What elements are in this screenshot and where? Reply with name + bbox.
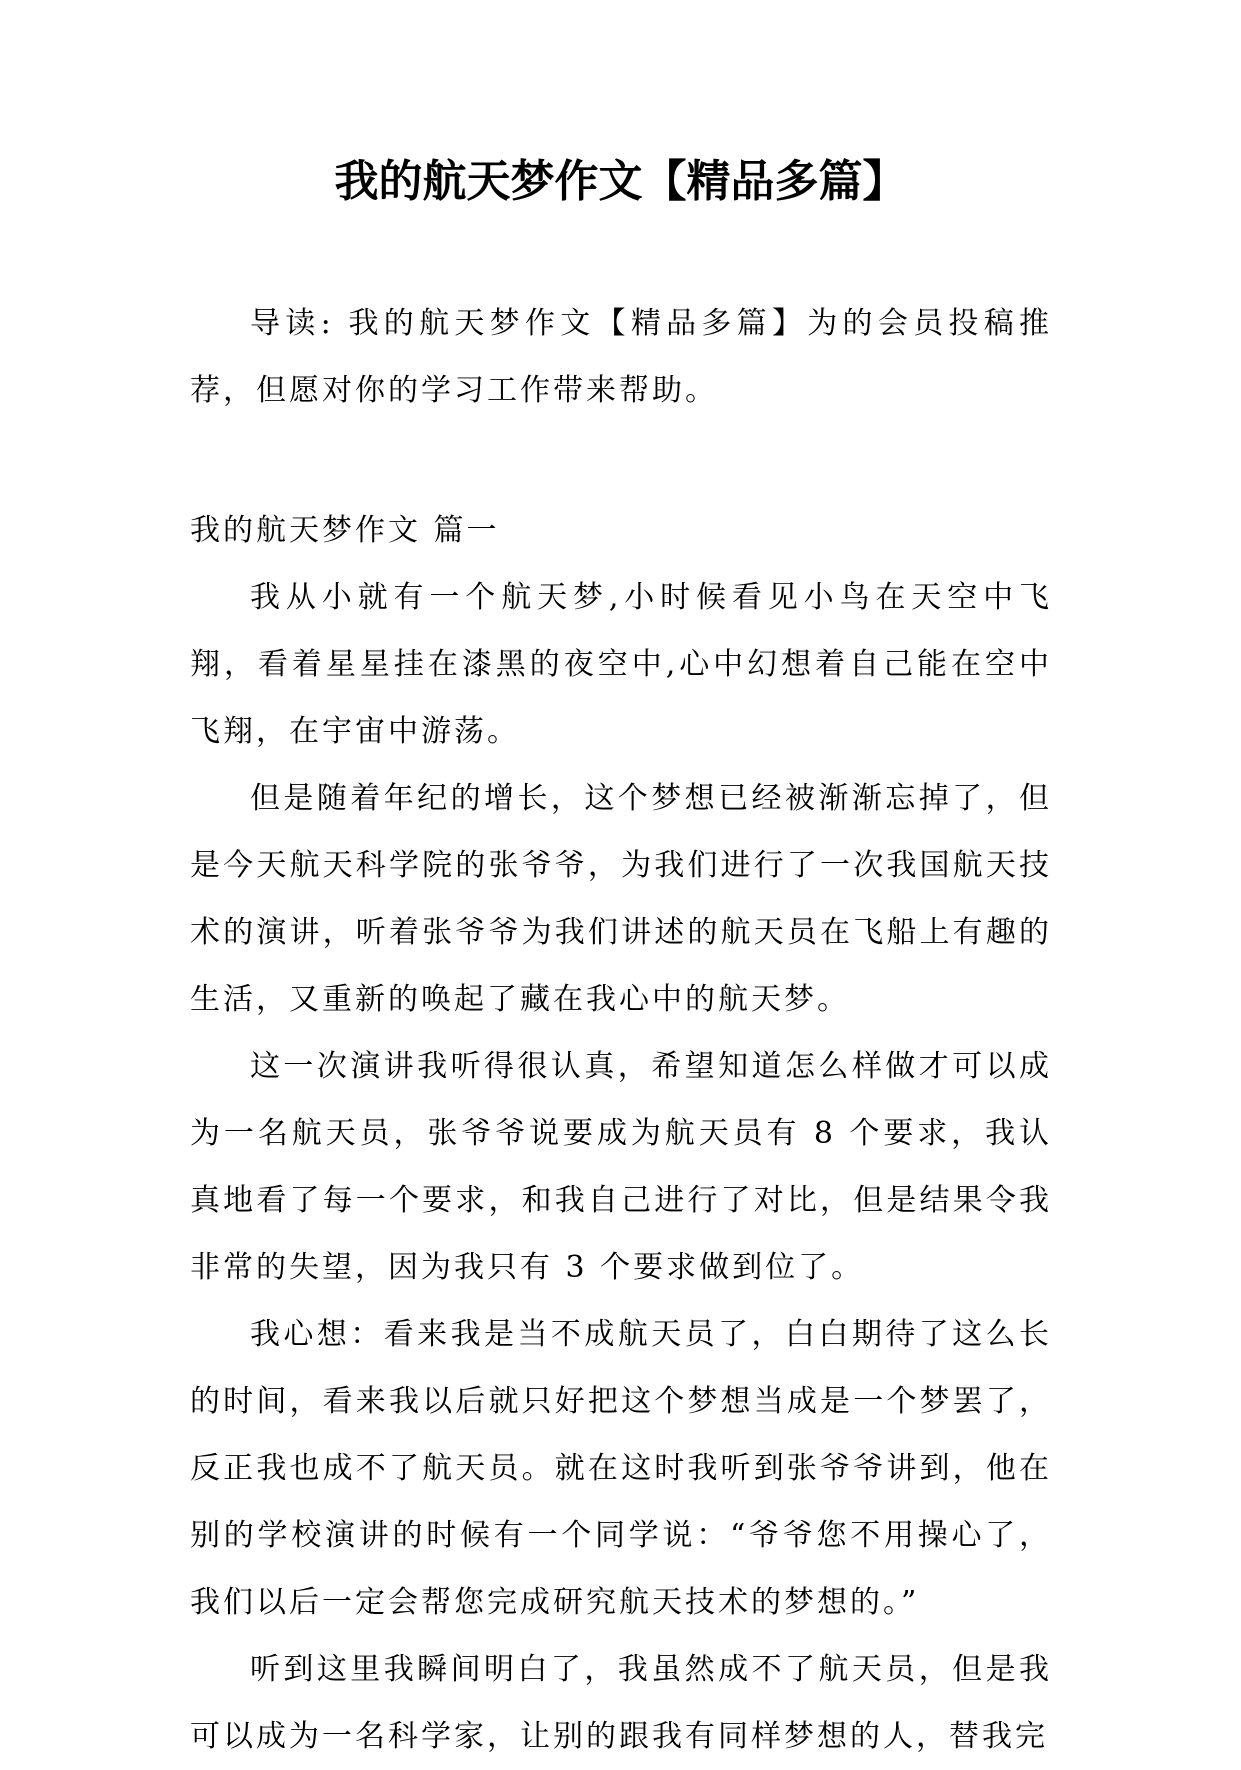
spacer: [190, 424, 1052, 491]
body-paragraph: 这一次演讲我听得很认真，希望知道怎么样做才可以成为一名航天员，张爷爷说要成为航天员有 8 个要求，我认真地看了每一个要求，和我自己进行了对比，但是结果令我非常的失望，因为我只有 3 个要求做到位了。: [190, 1049, 1052, 1285]
body-paragraph: 我从小就有一个航天梦,小时候看见小鸟在天空中飞翔，看着星星挂在漆黑的夜空中,心中幻想着自己能在空中飞翔，在宇宙中游荡。: [190, 580, 1052, 749]
body-paragraph: 我心想：看来我是当不成航天员了，白白期待了这么长的时间，看来我以后就只好把这个梦想当成是一个梦罢了，反正我也成不了航天员。就在这时我听到张爷爷讲到，他在别的学校演讲的时候有一个同学说：“爷爷您不用操心了，我们以后一定会帮您完成研究航天技术的梦想的。”: [190, 1317, 1052, 1620]
document-body: [190, 290, 1052, 1770]
body-paragraph: 听到这里我瞬间明白了，我虽然成不了航天员，但是我可以成为一名科学家，让别的跟我有同样梦想的人，替我完: [190, 1652, 1052, 1754]
section-heading: 我的航天梦作文 篇一: [190, 513, 500, 548]
body-paragraph: 但是随着年纪的增长，这个梦想已经被渐渐忘掉了，但是今天航天科学院的张爷爷，为我们进行了一次我国航天技术的演讲，听着张爷爷为我们讲述的航天员在飞船上有趣的生活，又重新的唤起了藏在我心中的航天梦。: [190, 781, 1052, 1017]
document-title: 我的航天梦作文【精品多篇】: [334, 156, 907, 207]
intro-paragraph: 导读: 我的航天梦作文【精品多篇】为的会员投稿推荐，但愿对你的学习工作带来帮助。: [190, 306, 1052, 408]
